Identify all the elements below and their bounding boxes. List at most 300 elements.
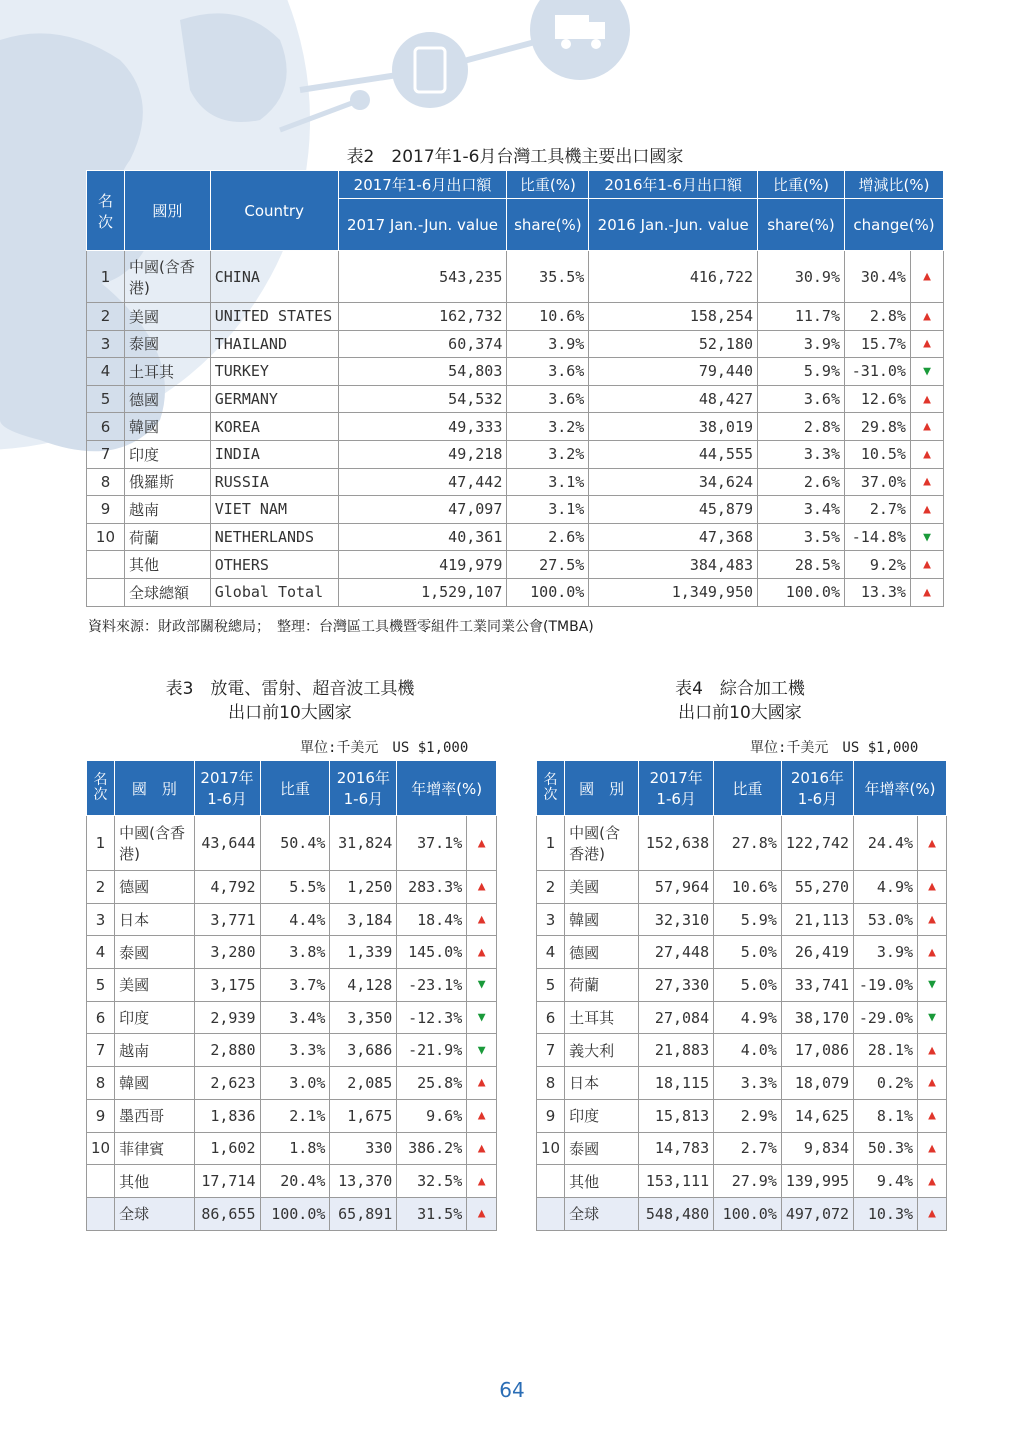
triangle-up-icon: ▲: [467, 871, 497, 904]
table3-edm-laser-ultrasonic: [86, 760, 497, 1231]
country-cell: 泰國: [565, 1132, 639, 1165]
value-2017-cell: 1,836: [194, 1099, 260, 1132]
table-row: [87, 1067, 497, 1100]
share-cell: 27.9%: [714, 1165, 782, 1198]
country-cell: 印度: [115, 1001, 194, 1034]
share-2017-cell: 3.6%: [507, 385, 589, 413]
growth-cell: 37.1%: [397, 816, 467, 871]
table-row: [87, 385, 944, 413]
change-cell: 9.2%: [844, 551, 910, 579]
rank-cell: 3: [537, 903, 565, 936]
country-zh-cell: 其他: [124, 551, 210, 579]
growth-cell: 8.1%: [854, 1099, 918, 1132]
value-2017-cell: 47,097: [338, 496, 507, 524]
triangle-up-icon: ▲: [918, 816, 947, 871]
value-2017-cell: 49,333: [338, 413, 507, 441]
value-2016-cell: 47,368: [589, 523, 758, 551]
table-row: [87, 330, 944, 358]
growth-cell: -29.0%: [854, 1001, 918, 1034]
triangle-up-icon: ▲: [918, 1099, 947, 1132]
triangle-up-icon: ▲: [918, 1034, 947, 1067]
share-2016-cell: 3.9%: [758, 330, 845, 358]
value-2016-cell: 139,995: [781, 1165, 853, 1198]
share-cell: 3.3%: [260, 1034, 330, 1067]
triangle-up-icon: ▲: [910, 330, 943, 358]
rank-cell: 5: [537, 969, 565, 1002]
country-cell: 中國(含香港): [565, 816, 639, 871]
header-share-2016: 比重(%): [758, 171, 845, 199]
value-2017-cell: 419,979: [338, 551, 507, 579]
share-cell: 5.9%: [714, 903, 782, 936]
country-en-cell: THAILAND: [210, 330, 338, 358]
value-2016-cell: 38,170: [781, 1001, 853, 1034]
country-zh-cell: 韓國: [124, 413, 210, 441]
growth-cell: 3.9%: [854, 936, 918, 969]
rank-cell: [87, 1165, 115, 1198]
country-zh-cell: 泰國: [124, 330, 210, 358]
rank-cell: 10: [537, 1132, 565, 1165]
t4-header-growth: 年增率(%): [854, 761, 947, 816]
page-number: 64: [499, 1378, 525, 1402]
country-en-cell: VIET NAM: [210, 496, 338, 524]
triangle-up-icon: ▲: [910, 413, 943, 441]
table-row: [87, 903, 497, 936]
triangle-down-icon: ▼: [467, 1001, 497, 1034]
rank-cell: 1: [87, 251, 125, 303]
rank-cell: 9: [87, 1099, 115, 1132]
value-2017-cell: 1,602: [194, 1132, 260, 1165]
table4-title-line2: 出口前10大國家: [678, 703, 802, 723]
value-2017-cell: 60,374: [338, 330, 507, 358]
share-2017-cell: 35.5%: [507, 251, 589, 303]
share-2016-cell: 3.3%: [758, 440, 845, 468]
country-en-cell: CHINA: [210, 251, 338, 303]
triangle-up-icon: ▲: [467, 1165, 497, 1198]
country-cell: 菲律賓: [115, 1132, 194, 1165]
growth-cell: 28.1%: [854, 1034, 918, 1067]
value-2017-cell: 153,111: [639, 1165, 714, 1198]
table4-title-line1: 表4 綜合加工機: [675, 679, 805, 699]
triangle-up-icon: ▲: [467, 1067, 497, 1100]
growth-cell: -12.3%: [397, 1001, 467, 1034]
growth-cell: 386.2%: [397, 1132, 467, 1165]
change-cell: 29.8%: [844, 413, 910, 441]
rank-cell: 1: [537, 816, 565, 871]
triangle-up-icon: ▲: [910, 251, 943, 303]
value-2017-cell: 27,330: [639, 969, 714, 1002]
share-2017-cell: 100.0%: [507, 578, 589, 606]
value-2017-cell: 2,880: [194, 1034, 260, 1067]
table-row: [537, 1165, 947, 1198]
share-2017-cell: 3.2%: [507, 440, 589, 468]
triangle-up-icon: ▲: [467, 816, 497, 871]
growth-cell: 0.2%: [854, 1067, 918, 1100]
share-2016-cell: 5.9%: [758, 358, 845, 386]
triangle-up-icon: ▲: [918, 936, 947, 969]
table-row: [537, 816, 947, 871]
table-row: [537, 936, 947, 969]
table-row: [87, 523, 944, 551]
t4-header-rank: 名次: [537, 761, 565, 816]
table-row: [87, 358, 944, 386]
rank-cell: 5: [87, 969, 115, 1002]
triangle-up-icon: ▲: [467, 1099, 497, 1132]
table3-title-line1: 表3 放電、雷射、超音波工具機: [165, 679, 415, 699]
country-en-cell: GERMANY: [210, 385, 338, 413]
value-2016-cell: 2,085: [330, 1067, 397, 1100]
country-en-cell: RUSSIA: [210, 468, 338, 496]
table-row: [537, 1067, 947, 1100]
value-2017-cell: 47,442: [338, 468, 507, 496]
table-row: [537, 1034, 947, 1067]
value-2017-cell: 54,803: [338, 358, 507, 386]
value-2016-cell: 18,079: [781, 1067, 853, 1100]
value-2017-cell: 152,638: [639, 816, 714, 871]
t4-header-2016: 2016年1-6月: [781, 761, 853, 816]
country-cell: 美國: [115, 969, 194, 1002]
header-share-2017: 比重(%): [507, 171, 589, 199]
table-row: [87, 551, 944, 579]
change-cell: 30.4%: [844, 251, 910, 303]
value-2017-cell: 27,084: [639, 1001, 714, 1034]
share-2016-cell: 30.9%: [758, 251, 845, 303]
country-cell: 印度: [565, 1099, 639, 1132]
table3-title-line2: 出口前10大國家: [228, 703, 352, 723]
value-2016-cell: 44,555: [589, 440, 758, 468]
value-2017-cell: 40,361: [338, 523, 507, 551]
growth-cell: 50.3%: [854, 1132, 918, 1165]
value-2017-cell: 57,964: [639, 871, 714, 904]
growth-cell: 9.4%: [854, 1165, 918, 1198]
country-cell: 義大利: [565, 1034, 639, 1067]
growth-cell: 283.3%: [397, 871, 467, 904]
table-row: [87, 969, 497, 1002]
rank-cell: [537, 1165, 565, 1198]
triangle-up-icon: ▲: [918, 903, 947, 936]
country-cell: 全球: [115, 1197, 194, 1230]
triangle-down-icon: ▼: [467, 1034, 497, 1067]
table-row: [87, 496, 944, 524]
share-cell: 5.5%: [260, 871, 330, 904]
country-en-cell: UNITED STATES: [210, 303, 338, 331]
share-cell: 1.8%: [260, 1132, 330, 1165]
table3-unit: 單位:千美元 US $1,000: [300, 740, 469, 756]
rank-cell: [537, 1197, 565, 1230]
value-2016-cell: 13,370: [330, 1165, 397, 1198]
triangle-up-icon: ▲: [918, 1165, 947, 1198]
value-2016-cell: 17,086: [781, 1034, 853, 1067]
value-2016-cell: 38,019: [589, 413, 758, 441]
triangle-up-icon: ▲: [910, 440, 943, 468]
share-2016-cell: 3.4%: [758, 496, 845, 524]
country-zh-cell: 越南: [124, 496, 210, 524]
share-2016-cell: 100.0%: [758, 578, 845, 606]
share-cell: 2.9%: [714, 1099, 782, 1132]
share-2016-cell: 28.5%: [758, 551, 845, 579]
share-cell: 50.4%: [260, 816, 330, 871]
table-row: [87, 413, 944, 441]
country-zh-cell: 中國(含香港): [124, 251, 210, 303]
country-cell: 日本: [565, 1067, 639, 1100]
t4-header-country: 國 別: [565, 761, 639, 816]
value-2016-cell: 21,113: [781, 903, 853, 936]
country-zh-cell: 土耳其: [124, 358, 210, 386]
value-2016-cell: 497,072: [781, 1197, 853, 1230]
value-2017-cell: 86,655: [194, 1197, 260, 1230]
value-2016-cell: 416,722: [589, 251, 758, 303]
triangle-up-icon: ▲: [910, 578, 943, 606]
header-share-2017-en: share(%): [507, 199, 589, 251]
table-row: [87, 1001, 497, 1034]
value-2017-cell: 3,771: [194, 903, 260, 936]
value-2016-cell: 31,824: [330, 816, 397, 871]
rank-cell: 4: [537, 936, 565, 969]
value-2016-cell: 3,686: [330, 1034, 397, 1067]
rank-cell: [87, 551, 125, 579]
value-2017-cell: 543,235: [338, 251, 507, 303]
country-zh-cell: 荷蘭: [124, 523, 210, 551]
table-row: [87, 303, 944, 331]
table-row: [537, 1197, 947, 1230]
share-cell: 20.4%: [260, 1165, 330, 1198]
share-cell: 3.8%: [260, 936, 330, 969]
share-2017-cell: 2.6%: [507, 523, 589, 551]
table-row: [537, 969, 947, 1002]
value-2016-cell: 122,742: [781, 816, 853, 871]
value-2016-cell: 45,879: [589, 496, 758, 524]
value-2017-cell: 21,883: [639, 1034, 714, 1067]
value-2017-cell: 32,310: [639, 903, 714, 936]
table-row: [87, 1034, 497, 1067]
rank-cell: 7: [87, 1034, 115, 1067]
triangle-up-icon: ▲: [910, 551, 943, 579]
country-zh-cell: 印度: [124, 440, 210, 468]
share-2016-cell: 3.5%: [758, 523, 845, 551]
table-row: [87, 936, 497, 969]
rank-cell: 4: [87, 358, 125, 386]
value-2016-cell: 65,891: [330, 1197, 397, 1230]
rank-cell: 2: [87, 303, 125, 331]
country-zh-cell: 全球總額: [124, 578, 210, 606]
country-en-cell: OTHERS: [210, 551, 338, 579]
rank-cell: 6: [87, 1001, 115, 1034]
triangle-up-icon: ▲: [918, 871, 947, 904]
country-cell: 韓國: [565, 903, 639, 936]
value-2016-cell: 48,427: [589, 385, 758, 413]
rank-cell: 6: [537, 1001, 565, 1034]
share-cell: 2.1%: [260, 1099, 330, 1132]
rank-cell: 3: [87, 903, 115, 936]
triangle-up-icon: ▲: [467, 1132, 497, 1165]
source-note: 資料來源：財政部關稅總局； 整理：台灣區工具機暨零組件工業同業公會(TMBA): [88, 619, 594, 635]
country-cell: 日本: [115, 903, 194, 936]
value-2017-cell: 43,644: [194, 816, 260, 871]
change-cell: -31.0%: [844, 358, 910, 386]
country-zh-cell: 美國: [124, 303, 210, 331]
value-2017-cell: 2,623: [194, 1067, 260, 1100]
rank-cell: 4: [87, 936, 115, 969]
growth-cell: 4.9%: [854, 871, 918, 904]
table-row: [87, 1132, 497, 1165]
share-cell: 4.9%: [714, 1001, 782, 1034]
country-en-cell: TURKEY: [210, 358, 338, 386]
table-row: [87, 468, 944, 496]
rank-cell: 10: [87, 1132, 115, 1165]
change-cell: -14.8%: [844, 523, 910, 551]
value-2016-cell: 3,184: [330, 903, 397, 936]
country-zh-cell: 俄羅斯: [124, 468, 210, 496]
country-en-cell: Global Total: [210, 578, 338, 606]
change-cell: 15.7%: [844, 330, 910, 358]
triangle-down-icon: ▼: [918, 969, 947, 1002]
triangle-up-icon: ▲: [910, 468, 943, 496]
growth-cell: -23.1%: [397, 969, 467, 1002]
rank-cell: 8: [87, 1067, 115, 1100]
share-cell: 2.7%: [714, 1132, 782, 1165]
value-2017-cell: 54,532: [338, 385, 507, 413]
header-value-2017: 2017年1-6月出口額: [338, 171, 507, 199]
country-cell: 越南: [115, 1034, 194, 1067]
share-cell: 27.8%: [714, 816, 782, 871]
value-2017-cell: 3,175: [194, 969, 260, 1002]
value-2016-cell: 1,349,950: [589, 578, 758, 606]
growth-cell: 31.5%: [397, 1197, 467, 1230]
triangle-up-icon: ▲: [918, 1197, 947, 1230]
country-en-cell: INDIA: [210, 440, 338, 468]
growth-cell: 18.4%: [397, 903, 467, 936]
share-cell: 5.0%: [714, 969, 782, 1002]
header-country-zh: 國別: [124, 171, 210, 251]
value-2017-cell: 162,732: [338, 303, 507, 331]
country-cell: 泰國: [115, 936, 194, 969]
value-2017-cell: 1,529,107: [338, 578, 507, 606]
value-2017-cell: 18,115: [639, 1067, 714, 1100]
triangle-up-icon: ▲: [467, 936, 497, 969]
change-cell: 37.0%: [844, 468, 910, 496]
t3-header-2017: 2017年1-6月: [194, 761, 260, 816]
growth-cell: -21.9%: [397, 1034, 467, 1067]
growth-cell: 53.0%: [854, 903, 918, 936]
growth-cell: 9.6%: [397, 1099, 467, 1132]
country-cell: 美國: [565, 871, 639, 904]
value-2016-cell: 79,440: [589, 358, 758, 386]
share-2016-cell: 11.7%: [758, 303, 845, 331]
growth-cell: 32.5%: [397, 1165, 467, 1198]
growth-cell: 10.3%: [854, 1197, 918, 1230]
value-2017-cell: 2,939: [194, 1001, 260, 1034]
table4-unit: 單位:千美元 US $1,000: [750, 740, 919, 756]
country-en-cell: KOREA: [210, 413, 338, 441]
triangle-up-icon: ▲: [910, 303, 943, 331]
value-2017-cell: 14,783: [639, 1132, 714, 1165]
country-cell: 中國(含香港): [115, 816, 194, 871]
triangle-up-icon: ▲: [918, 1067, 947, 1100]
table-row: [537, 903, 947, 936]
t3-header-growth: 年增率(%): [397, 761, 497, 816]
share-cell: 3.3%: [714, 1067, 782, 1100]
rank-cell: 8: [537, 1067, 565, 1100]
value-2017-cell: 15,813: [639, 1099, 714, 1132]
triangle-down-icon: ▼: [918, 1001, 947, 1034]
header-value-2017-en: 2017 Jan.-Jun. value: [338, 199, 507, 251]
change-cell: 2.8%: [844, 303, 910, 331]
value-2016-cell: 158,254: [589, 303, 758, 331]
change-cell: 12.6%: [844, 385, 910, 413]
country-cell: 韓國: [115, 1067, 194, 1100]
triangle-up-icon: ▲: [467, 903, 497, 936]
growth-cell: -19.0%: [854, 969, 918, 1002]
growth-cell: 25.8%: [397, 1067, 467, 1100]
country-cell: 荷蘭: [565, 969, 639, 1002]
table4-machining-centers: [536, 760, 947, 1231]
rank-cell: 9: [537, 1099, 565, 1132]
triangle-up-icon: ▲: [467, 1197, 497, 1230]
growth-cell: 24.4%: [854, 816, 918, 871]
country-cell: 全球: [565, 1197, 639, 1230]
value-2017-cell: 4,792: [194, 871, 260, 904]
table-row: [87, 251, 944, 303]
table-row: [537, 871, 947, 904]
value-2016-cell: 52,180: [589, 330, 758, 358]
table-row: [87, 871, 497, 904]
value-2016-cell: 330: [330, 1132, 397, 1165]
share-2017-cell: 10.6%: [507, 303, 589, 331]
rank-cell: 9: [87, 496, 125, 524]
t3-header-share: 比重: [260, 761, 330, 816]
value-2016-cell: 55,270: [781, 871, 853, 904]
country-cell: 其他: [115, 1165, 194, 1198]
header-rank: 名次: [87, 171, 125, 251]
share-cell: 100.0%: [714, 1197, 782, 1230]
triangle-up-icon: ▲: [918, 1132, 947, 1165]
growth-cell: 145.0%: [397, 936, 467, 969]
triangle-up-icon: ▲: [910, 496, 943, 524]
value-2016-cell: 26,419: [781, 936, 853, 969]
header-change: 增減比(%): [844, 171, 943, 199]
share-2016-cell: 2.6%: [758, 468, 845, 496]
value-2017-cell: 49,218: [338, 440, 507, 468]
table-row: [87, 440, 944, 468]
value-2016-cell: 1,675: [330, 1099, 397, 1132]
table2-export-countries: [86, 170, 944, 607]
rank-cell: 7: [87, 440, 125, 468]
value-2017-cell: 17,714: [194, 1165, 260, 1198]
triangle-down-icon: ▼: [467, 969, 497, 1002]
share-2016-cell: 3.6%: [758, 385, 845, 413]
t4-header-2017: 2017年1-6月: [639, 761, 714, 816]
value-2016-cell: 9,834: [781, 1132, 853, 1165]
rank-cell: [87, 1197, 115, 1230]
rank-cell: [87, 578, 125, 606]
share-2017-cell: 3.6%: [507, 358, 589, 386]
rank-cell: 10: [87, 523, 125, 551]
rank-cell: 8: [87, 468, 125, 496]
t3-header-2016: 2016年1-6月: [330, 761, 397, 816]
country-cell: 德國: [565, 936, 639, 969]
table-row: [87, 816, 497, 871]
header-value-2016: 2016年1-6月出口額: [589, 171, 758, 199]
header-country-en: Country: [210, 171, 338, 251]
value-2016-cell: 34,624: [589, 468, 758, 496]
rank-cell: 5: [87, 385, 125, 413]
table-row: [87, 1197, 497, 1230]
country-cell: 墨西哥: [115, 1099, 194, 1132]
rank-cell: 3: [87, 330, 125, 358]
t3-header-rank: 名次: [87, 761, 115, 816]
table-row: [537, 1001, 947, 1034]
share-cell: 4.4%: [260, 903, 330, 936]
table-row: [87, 1099, 497, 1132]
